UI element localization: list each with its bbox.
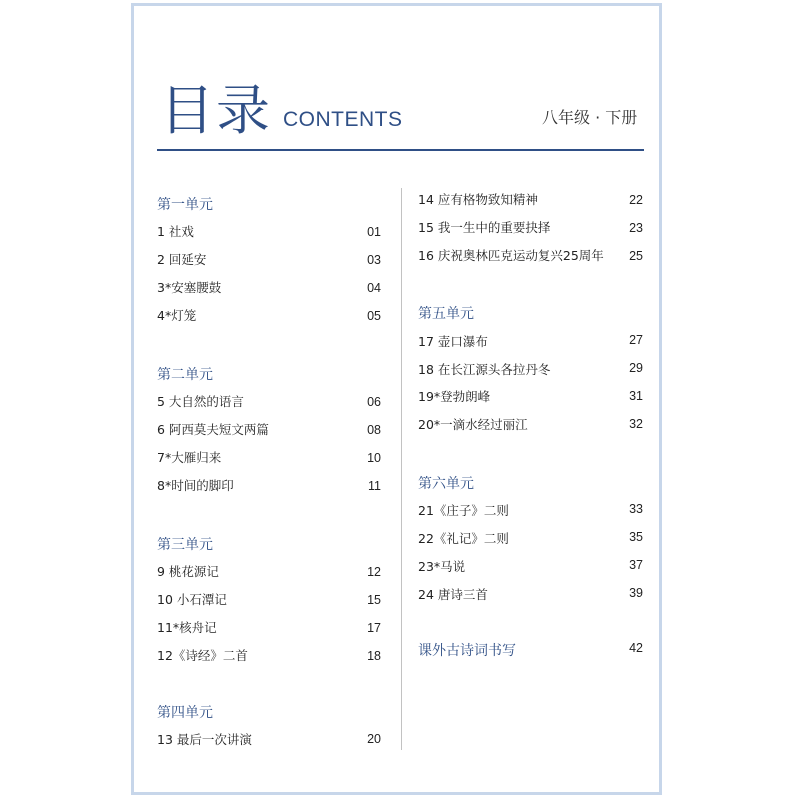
toc-entry[interactable]: 23*马说 bbox=[418, 559, 466, 574]
toc-entry[interactable]: 15 我一生中的重要抉择 bbox=[418, 220, 551, 235]
page-number: 08 bbox=[367, 423, 381, 437]
page-number: 37 bbox=[629, 558, 643, 572]
toc-entry[interactable]: 1 社戏 bbox=[157, 224, 194, 239]
toc-entry[interactable]: 6 阿西莫夫短文两篇 bbox=[157, 422, 269, 437]
toc-entry[interactable]: 17 壶口瀑布 bbox=[418, 334, 488, 349]
toc-entry[interactable]: 8*时间的脚印 bbox=[157, 478, 234, 493]
unit-heading[interactable]: 第一单元 bbox=[157, 197, 213, 213]
toc-entry[interactable]: 11*核舟记 bbox=[157, 620, 217, 635]
toc-entry[interactable]: 16 庆祝奥林匹克运动复兴25周年 bbox=[418, 248, 604, 263]
page-number: 35 bbox=[629, 530, 643, 544]
toc-title-english: CONTENTS bbox=[283, 108, 403, 131]
page-number: 31 bbox=[629, 389, 643, 403]
toc-entry[interactable]: 22《礼记》二则 bbox=[418, 531, 509, 546]
extra-section-heading[interactable]: 课外古诗词书写 bbox=[418, 643, 516, 659]
toc-entry[interactable]: 14 应有格物致知精神 bbox=[418, 192, 538, 207]
page-number: 25 bbox=[629, 249, 643, 263]
toc-entry[interactable]: 5 大自然的语言 bbox=[157, 394, 244, 409]
page-number: 10 bbox=[367, 451, 381, 465]
title-underline bbox=[157, 149, 644, 151]
toc-entry[interactable]: 19*登勃朗峰 bbox=[418, 389, 491, 404]
page-number: 05 bbox=[367, 309, 381, 323]
page-number: 32 bbox=[629, 417, 643, 431]
toc-entry[interactable]: 2 回延安 bbox=[157, 252, 207, 267]
toc-entry[interactable]: 4*灯笼 bbox=[157, 308, 197, 323]
toc-entry[interactable]: 12《诗经》二首 bbox=[157, 648, 248, 663]
page-number: 20 bbox=[367, 732, 381, 746]
unit-heading[interactable]: 第五单元 bbox=[418, 306, 474, 322]
page-number: 12 bbox=[367, 565, 381, 579]
unit-heading[interactable]: 第六单元 bbox=[418, 476, 474, 492]
unit-heading[interactable]: 第二单元 bbox=[157, 367, 213, 383]
column-divider bbox=[401, 188, 402, 750]
toc-entry[interactable]: 24 唐诗三首 bbox=[418, 587, 488, 602]
page-number: 17 bbox=[367, 621, 381, 635]
page-number: 33 bbox=[629, 502, 643, 516]
toc-entry[interactable]: 7*大雁归来 bbox=[157, 450, 222, 465]
toc-entry[interactable]: 20*一滴水经过丽江 bbox=[418, 417, 528, 432]
toc-entry[interactable]: 13 最后一次讲演 bbox=[157, 732, 252, 747]
toc-entry[interactable]: 18 在长江源头各拉丹冬 bbox=[418, 362, 551, 377]
page-number: 15 bbox=[367, 593, 381, 607]
grade-volume-label: 八年级 · 下册 bbox=[542, 108, 638, 127]
toc-entry[interactable]: 9 桃花源记 bbox=[157, 564, 219, 579]
unit-heading[interactable]: 第三单元 bbox=[157, 537, 213, 553]
page-number: 27 bbox=[629, 333, 643, 347]
page-number: 42 bbox=[629, 641, 643, 655]
toc-title-chinese: 目录 bbox=[160, 79, 272, 142]
page-number: 06 bbox=[367, 395, 381, 409]
toc-entry[interactable]: 10 小石潭记 bbox=[157, 592, 227, 607]
page-number: 04 bbox=[367, 281, 381, 295]
page-number: 01 bbox=[367, 225, 381, 239]
toc-entry[interactable]: 3*安塞腰鼓 bbox=[157, 280, 222, 295]
page-number: 29 bbox=[629, 361, 643, 375]
toc-entry[interactable]: 21《庄子》二则 bbox=[418, 503, 509, 518]
unit-heading[interactable]: 第四单元 bbox=[157, 705, 213, 721]
page-number: 18 bbox=[367, 649, 381, 663]
page-number: 22 bbox=[629, 193, 643, 207]
page-number: 03 bbox=[367, 253, 381, 267]
page-number: 23 bbox=[629, 221, 643, 235]
page-number: 11 bbox=[368, 479, 381, 493]
page-number: 39 bbox=[629, 586, 643, 600]
